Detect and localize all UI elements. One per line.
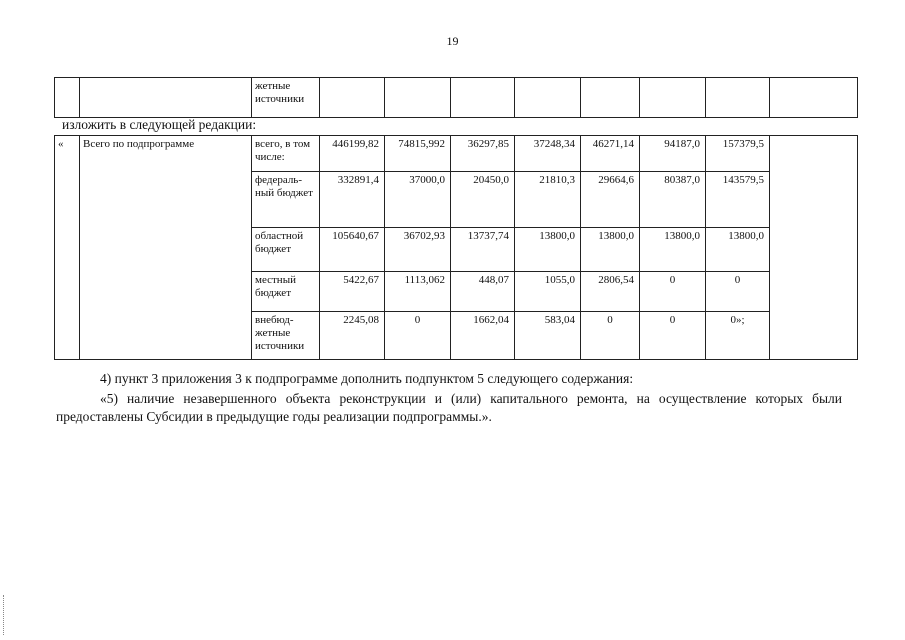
value-cell: 74815,992	[385, 136, 451, 172]
value-cell: 36702,93	[385, 228, 451, 272]
value-cell: 13800,0	[640, 228, 706, 272]
page-number: 19	[446, 34, 459, 48]
value-cell: 2806,54	[581, 272, 640, 312]
value-cell: 13737,74	[451, 228, 515, 272]
value-cell: 37248,34	[515, 136, 581, 172]
continued-table-fragment	[54, 77, 858, 118]
value-cell: 46271,14	[581, 136, 640, 172]
empty-cell	[640, 78, 706, 118]
empty-cell	[515, 78, 581, 118]
source-label-cell: местный бюджет	[252, 272, 320, 312]
value-cell: 13800,0	[515, 228, 581, 272]
intro-text: изложить в следующей редакции:	[62, 117, 257, 132]
paragraph-subitem-5	[56, 390, 842, 426]
empty-cell	[451, 78, 515, 118]
value-cell: 2245,08	[320, 312, 385, 360]
empty-cell	[55, 78, 80, 118]
value-cell: 157379,5	[706, 136, 770, 172]
empty-cell	[770, 136, 858, 360]
source-label-cell: внебюд-жетные источники	[252, 312, 320, 360]
value-cell: 36297,85	[451, 136, 515, 172]
margin-mark	[3, 595, 5, 635]
value-cell: 583,04	[515, 312, 581, 360]
value-cell: 0	[640, 272, 706, 312]
value-cell: 21810,3	[515, 172, 581, 228]
value-cell: 448,07	[451, 272, 515, 312]
value-cell: 0	[581, 312, 640, 360]
value-cell: 0	[706, 272, 770, 312]
value-cell: 37000,0	[385, 172, 451, 228]
quote-mark-cell: «	[55, 136, 80, 360]
empty-cell	[770, 78, 858, 118]
empty-cell	[385, 78, 451, 118]
value-cell: 1113,062	[385, 272, 451, 312]
value-cell: 1055,0	[515, 272, 581, 312]
source-label-cell: областной бюджет	[252, 228, 320, 272]
paragraph-subitem-5-text: «5) наличие незавершенного объекта реконструкции и (или) капитального ремонта, на осуществление которых были предоставлены Субсидии в предыдущие годы реализации подпрограммы.».	[56, 391, 842, 424]
value-cell: 13800,0	[581, 228, 640, 272]
empty-cell	[706, 78, 770, 118]
value-cell: 13800,0	[706, 228, 770, 272]
paragraph-item-4: 4) пункт 3 приложения 3 к подпрограмме дополнить подпунктом 5 следующего содержания:	[100, 371, 634, 386]
empty-cell	[581, 78, 640, 118]
empty-cell	[80, 78, 252, 118]
value-cell: 0	[385, 312, 451, 360]
value-cell: 446199,82	[320, 136, 385, 172]
value-cell: 332891,4	[320, 172, 385, 228]
empty-cell	[320, 78, 385, 118]
value-cell: 0	[640, 312, 706, 360]
value-cell: 5422,67	[320, 272, 385, 312]
value-cell: 20450,0	[451, 172, 515, 228]
value-cell: 143579,5	[706, 172, 770, 228]
value-cell: 29664,6	[581, 172, 640, 228]
source-label-cell: всего, в том числе:	[252, 136, 320, 172]
budget-table	[54, 135, 858, 360]
subprogram-name-cell: Всего по подпрограмме	[80, 136, 252, 360]
value-cell: 105640,67	[320, 228, 385, 272]
source-label-cell: жетные источники	[252, 78, 320, 118]
value-cell: 0»;	[706, 312, 770, 360]
value-cell: 94187,0	[640, 136, 706, 172]
value-cell: 80387,0	[640, 172, 706, 228]
table-row	[55, 136, 858, 172]
value-cell: 1662,04	[451, 312, 515, 360]
source-label-cell: федераль-ный бюджет	[252, 172, 320, 228]
